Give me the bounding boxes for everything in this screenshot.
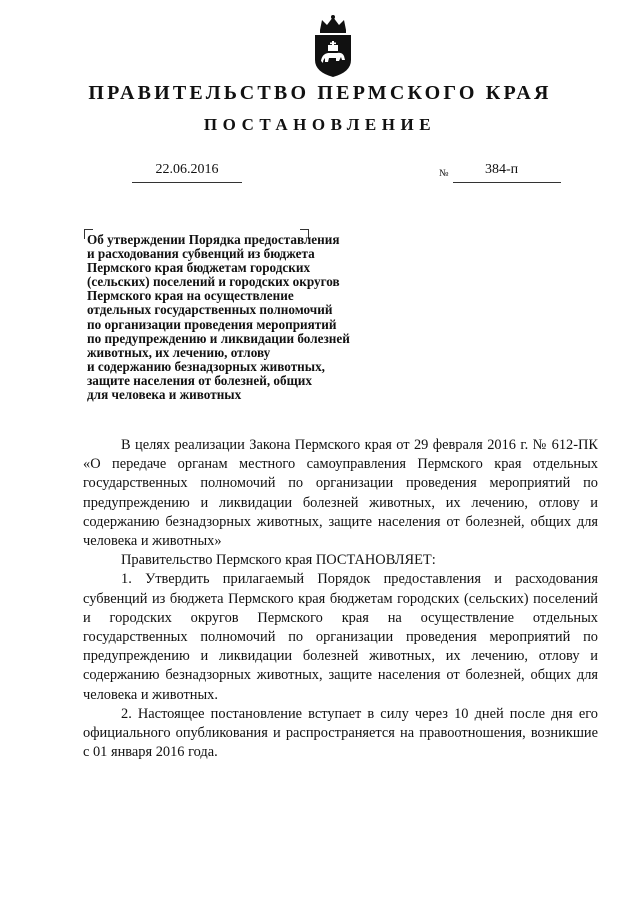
- document-subject: [87, 233, 407, 402]
- subject-line: отдельных государственных полномочий: [87, 302, 333, 318]
- subject-line: животных, их лечению, отлову: [87, 344, 271, 360]
- document-date-field: [132, 160, 242, 183]
- resolution-statement: Правительство Пермского края ПОСТАНОВЛЯЕТ:: [121, 552, 436, 569]
- document-number-field: [453, 160, 561, 183]
- clause-1-paragraph: 1. Утвердить прилагаемый Порядок предоставления и расходования субвенций из бюджета Пермского края бюджетам городских (сельских) поселений и городских округов Пермского края на осуществление отдельных государственных полномочий по организации проведения мероприятий по предупреждению и ликвидации болезней животных, их лечению, отлову и содержанию безнадзорных животных, защите населения от болезней, общих для человека и животных.: [83, 571, 598, 703]
- subject-line: по организации проведения мероприятий: [87, 316, 337, 332]
- number-sign: №: [439, 168, 449, 179]
- preamble-paragraph: В целях реализации Закона Пермского края от 29 февраля 2016 г. № 612-ПК «О передаче органам местного самоуправления Пермского края отдельных государственных полномочий по организации проведения мероприятий по предупреждению и ликвидации болезней животных, их лечению, отлову и содержанию безнадзорных животных, защите населения от болезней, общих для человека и животных»: [83, 437, 598, 550]
- subject-line: и содержанию безнадзорных животных,: [87, 358, 325, 374]
- government-title: ПРАВИТЕЛЬСТВО ПЕРМСКОГО КРАЯ: [88, 82, 552, 104]
- document-number: 384-п: [485, 162, 519, 177]
- document-body: [83, 436, 598, 762]
- document-date: 22.06.2016: [155, 162, 219, 177]
- subject-line: по предупреждению и ликвидации болезней: [87, 330, 350, 346]
- subject-line: защите населения от болезней, общих: [87, 372, 312, 388]
- subject-line: и расходования субвенций из бюджета: [87, 246, 315, 262]
- subject-line: Об утверждении Порядка предоставления: [87, 232, 340, 247]
- coat-of-arms-emblem: [310, 14, 356, 78]
- subject-line: Пермского края бюджетам городских: [87, 260, 311, 276]
- subject-line: (сельских) поселений и городских округов: [87, 274, 340, 290]
- subject-line: для человека и животных: [87, 387, 242, 403]
- subject-line: Пермского края на осуществление: [87, 288, 294, 304]
- clause-2-paragraph: 2. Настоящее постановление вступает в силу через 10 дней после дня его официального опубликования и распространяется на правоотношения, возникшие с 01 января 2016 года.: [83, 705, 598, 761]
- document-type: ПОСТАНОВЛЕНИЕ: [203, 115, 437, 134]
